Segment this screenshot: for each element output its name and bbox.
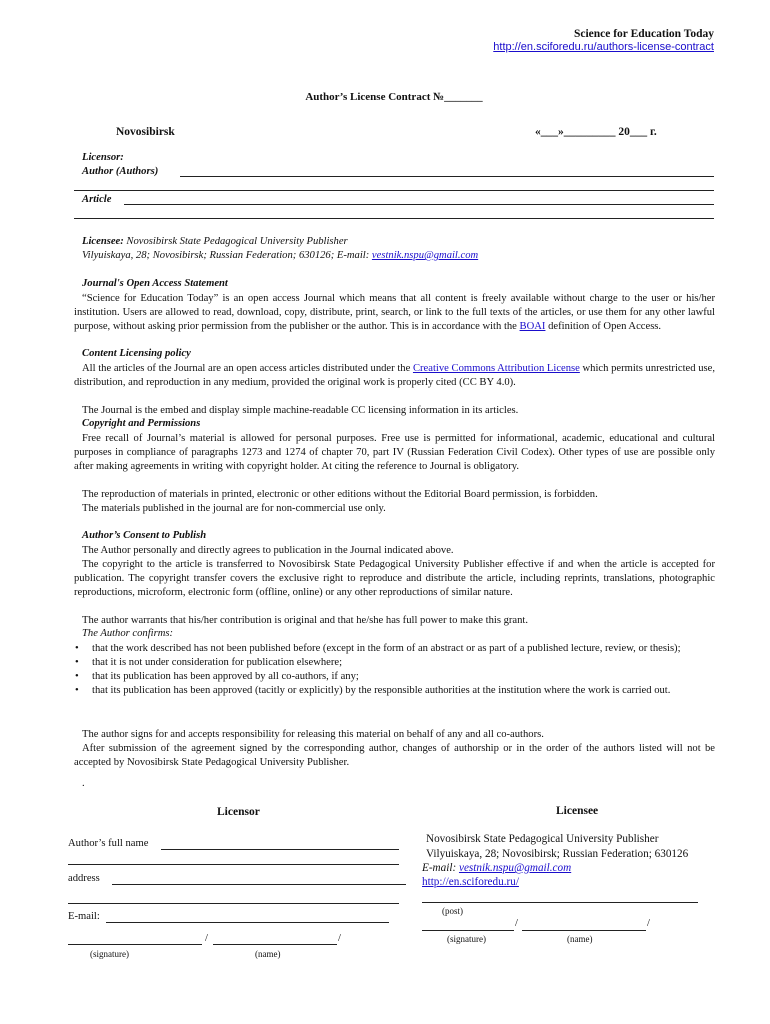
contract-city: Novosibirsk bbox=[116, 126, 175, 138]
contract-date: «___»_________ 20___ г. bbox=[535, 126, 657, 138]
list-item: • that its publication has been approved by all co-authors, if any; bbox=[75, 670, 359, 682]
licensor-label: Licensor: bbox=[82, 152, 124, 163]
oa-paragraph bbox=[74, 292, 715, 334]
contract-title: Author’s License Contract №_______ bbox=[305, 91, 483, 103]
consent-p3 bbox=[74, 614, 715, 628]
licensor-signature-field[interactable] bbox=[68, 944, 202, 945]
consent-heading: Author’s Consent to Publish bbox=[82, 530, 207, 541]
boai-link[interactable]: BOAI bbox=[519, 320, 546, 332]
author-full-name-field-2[interactable] bbox=[68, 864, 399, 865]
copyright-p2-text: The reproduction of materials in printed, electronic or other editions without the Editorial Board permission, is forbidden. bbox=[82, 489, 598, 500]
consent-p2-text: The copyright to the article is transferred to Novosibirsk State Pedagogical University Publisher effective if and when the article is accepted for publication. The copyright transfer covers the exclusive right to reproduce and distribute the article, including reprints, translations, photographic reproductions, microform, electronic form (offline, online) or any other reproductions of similar nature. bbox=[74, 559, 715, 598]
licensee-post-field[interactable] bbox=[422, 902, 698, 903]
consent-p1-text: The Author personally and directly agrees to publication in the Journal indicated above. bbox=[82, 545, 454, 556]
licensee-signature-field[interactable] bbox=[422, 930, 514, 931]
copyright-p1-text: Free recall of Journal’s material is allowed for personal purposes. Free use is permitted for informational, academic, educational and cultural purposes in compliance of paragraphs 1273 and 1274 of chapter 70, part IV (Russian Federation Civil Codex). Other types of use are possible only after making agreements in writing with copyright holder. At citing the reference to Journal is obligatory. bbox=[74, 433, 715, 472]
email-field[interactable] bbox=[106, 922, 389, 923]
author-label: Author (Authors) bbox=[82, 166, 159, 177]
license-url-link[interactable]: http://en.sciforedu.ru/authors-license-contract bbox=[493, 41, 714, 53]
consent-p4-text: The author signs for and accepts responsibility for releasing this material on behalf of any and all co-authors. bbox=[82, 729, 544, 740]
post-caption: (post) bbox=[442, 906, 463, 916]
clp-embed bbox=[74, 404, 715, 418]
oa-text-end: definition of Open Access. bbox=[548, 320, 662, 332]
licensee-line-2 bbox=[82, 250, 478, 261]
author-name-line-2[interactable] bbox=[74, 190, 714, 191]
list-item: • that the work described has not been published before (except in the form of an abstract or as part of a published lecture, review, or thesis); bbox=[75, 643, 681, 654]
licensor-signature-caption: (signature) bbox=[90, 949, 129, 959]
licensor-name-field[interactable] bbox=[213, 944, 337, 945]
copyright-p2 bbox=[74, 488, 715, 502]
copyright-heading: Copyright and Permissions bbox=[82, 418, 201, 429]
publisher-address: Vilyuiskaya, 28; Novosibirsk; Russian Federation; 630126 bbox=[426, 848, 689, 860]
clp-text: All the articles of the Journal are an open access articles distributed under the bbox=[82, 363, 411, 374]
trailing-dot: . bbox=[82, 778, 85, 789]
consent-p3-text: The author warrants that his/her contribution is original and that he/she has full power to make this grant. bbox=[82, 615, 529, 626]
cc-license-link[interactable]: Creative Commons Attribution License bbox=[412, 363, 580, 374]
email-label: E-mail: bbox=[68, 911, 100, 922]
licensor-slash-1: / bbox=[205, 933, 208, 944]
consent-p4 bbox=[74, 728, 715, 742]
clp-text-end: which permits unrestricted use, distribution, and reproduction in any medium, provided the original work is properly cited (CC BY 4.0). bbox=[74, 363, 715, 388]
oa-heading: Journal's Open Access Statement bbox=[82, 278, 228, 289]
consent-p5 bbox=[74, 742, 715, 770]
publisher-email-label: E-mail: bbox=[422, 862, 457, 874]
consent-p5-text: After submission of the agreement signed by the corresponding author, changes of authorship or in the order of the authors listed will not be accepted by Novosibirsk State Pedagogical University Publisher. bbox=[74, 743, 715, 768]
consent-p1 bbox=[74, 544, 715, 558]
clp-paragraph bbox=[74, 362, 715, 390]
list-item: • that its publication has been approved (tacitly or explicitly) by the responsible authorities at the institution where the work is carried out. bbox=[75, 684, 671, 696]
address-field[interactable] bbox=[112, 884, 406, 885]
licensee-slash-1: / bbox=[515, 918, 518, 929]
licensee-name-caption: (name) bbox=[567, 934, 593, 944]
article-label: Article bbox=[82, 194, 112, 205]
licensee-line-1 bbox=[82, 236, 348, 247]
publisher-email-line bbox=[422, 862, 571, 874]
licensor-name-caption: (name) bbox=[255, 949, 281, 959]
author-full-name-label: Author’s full name bbox=[68, 838, 149, 849]
licensee-email-link[interactable]: vestnik.nspu@gmail.com bbox=[371, 250, 479, 261]
publisher-url-link[interactable]: http://en.sciforedu.ru/ bbox=[422, 876, 519, 888]
licensor-title: Licensor bbox=[217, 806, 260, 818]
licensee-slash-2: / bbox=[647, 918, 650, 929]
clp-embed-text: The Journal is the embed and display simple machine-readable CC licensing information in its articles. bbox=[82, 405, 519, 416]
address-field-2[interactable] bbox=[68, 903, 399, 904]
publisher-email-link[interactable]: vestnik.nspu@gmail.com bbox=[458, 862, 572, 874]
consent-p2 bbox=[74, 558, 715, 600]
copyright-p3 bbox=[74, 502, 715, 516]
address-label: address bbox=[68, 873, 100, 884]
clp-heading: Content Licensing policy bbox=[82, 348, 191, 359]
publisher-name: Novosibirsk State Pedagogical University Publisher bbox=[426, 833, 659, 845]
author-name-line[interactable] bbox=[180, 176, 714, 177]
licensee-name: Novosibirsk State Pedagogical University Publisher bbox=[126, 236, 348, 247]
list-item: • that it is not under consideration for publication elsewhere; bbox=[75, 656, 343, 668]
journal-name: Science for Education Today bbox=[573, 28, 714, 40]
copyright-p1 bbox=[74, 432, 715, 474]
article-title-line-2[interactable] bbox=[74, 218, 714, 219]
article-title-line[interactable] bbox=[124, 204, 714, 205]
licensee-title: Licensee bbox=[556, 805, 599, 817]
copyright-p3-text: The materials published in the journal are for non-commercial use only. bbox=[82, 503, 386, 514]
licensor-slash-2: / bbox=[338, 933, 341, 944]
licensee-signature-caption: (signature) bbox=[447, 934, 486, 944]
oa-text: “Science for Education Today” is an open access Journal which means that all content is freely available without charge to the user or his/her institution. Users are allowed to read, download, copy, distribute, print, search, or link to the full texts of the articles, or use them for any other lawful purpose, without asking prior permission from the publisher or the author. This is in accordance with the bbox=[74, 293, 715, 332]
author-confirms: The Author confirms: bbox=[82, 628, 174, 639]
licensee-label: Licensee: bbox=[82, 236, 124, 247]
licensee-address: Vilyuiskaya, 28; Novosibirsk; Russian Federation; 630126; E-mail: bbox=[82, 250, 370, 261]
confirm-list bbox=[74, 642, 715, 698]
licensee-name-field[interactable] bbox=[522, 930, 646, 931]
author-full-name-field[interactable] bbox=[161, 849, 399, 850]
